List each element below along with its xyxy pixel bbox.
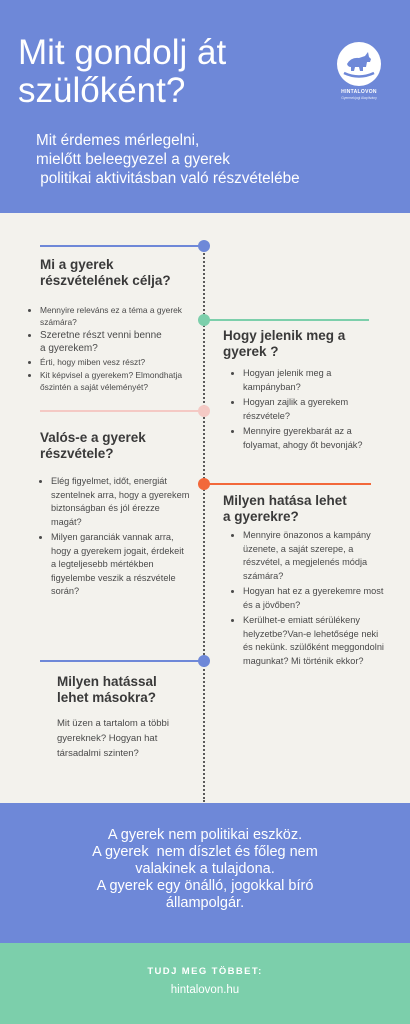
closing-line: állampolgár. <box>165 895 245 911</box>
section-list <box>41 475 191 601</box>
rocking-horse-icon[interactable] <box>337 42 381 86</box>
section-title <box>40 257 171 289</box>
section-list <box>233 529 388 670</box>
timeline-connector <box>40 245 205 247</box>
list-item: • Szeretne részt venni benne a gyerekem? <box>40 329 190 355</box>
timeline-connector <box>203 483 371 485</box>
section-title-line: Mi a gyerek <box>40 257 114 272</box>
list-item: • Hogyan zajlik a gyerekem részvétele? <box>243 396 378 423</box>
subtitle-line: politikai aktivitásban való részvételébe <box>36 170 300 187</box>
section-paragraph: Mit üzen a tartalom a többi gyereknek? Hogyan hat társadalmi szinten? <box>57 718 169 759</box>
timeline-node <box>198 240 210 252</box>
section-title-line: Milyen hatással <box>57 674 157 689</box>
closing-line: A gyerek nem díszlet és főleg nem <box>92 844 318 860</box>
page-title <box>18 34 328 110</box>
section-title-line: a gyerekre? <box>223 509 299 524</box>
list-item: • Kerülhet-e emiatt sérülékeny helyzetbe?Van-e lehetősége neki és nekünk. szülőként meggondolni magunkat? Mi történik ekkor? <box>243 614 388 668</box>
list-item: • Hogyan hat ez a gyerekemre most és a jövőben? <box>243 585 388 612</box>
timeline-connector <box>40 410 205 412</box>
section-title-line: részvételének célja? <box>40 273 171 288</box>
list-item: • Érti, hogy miben vesz részt? <box>40 356 190 368</box>
section-title-line: lehet másokra? <box>57 690 157 705</box>
list-item: • Milyen garanciák vannak arra, hogy a gyerekem jogait, érdekeit a legteljesebb mértékben figyelembe veszik a részvétele során? <box>51 531 191 599</box>
website-link[interactable]: hintalovon.hu <box>170 984 240 996</box>
list-item: • Mennyire releváns ez a téma a gyerek számára? <box>40 304 190 328</box>
section-title-line: gyerek ? <box>223 344 279 359</box>
section-title-line: Valós-e a gyerek <box>40 430 146 445</box>
section-title-line: Hogy jelenik meg a <box>223 328 346 343</box>
section-title <box>223 328 345 360</box>
section-title <box>40 430 146 462</box>
section-title <box>223 493 347 525</box>
subtitle <box>36 131 406 188</box>
closing-line: A gyerek nem politikai eszköz. <box>107 827 303 843</box>
section-title-line: Milyen hatása lehet <box>223 493 347 508</box>
list-item: • Kit képvisel a gyerekem? Elmondhatja őszintén a saját véleményét? <box>40 369 190 393</box>
logo-name: HINTALOVON <box>341 89 377 95</box>
section-list <box>233 367 378 454</box>
timeline-node <box>198 314 210 326</box>
list-item: • Elég figyelmet, időt, energiát szentelnek arra, hogy a gyerekem biztonságban és jól érezze magát? <box>51 475 191 529</box>
timeline-dotted-line <box>203 246 205 802</box>
subtitle-line: Mit érdemes mérlegelni, <box>36 132 200 149</box>
timeline-node <box>198 478 210 490</box>
list-item: • Mennyire önazonos a kampány üzenete, a saját szerepe, a részvétel, a megjelenés módja számára? <box>243 529 388 583</box>
footer-label: TUDJ MEG TÖBBET: <box>147 966 263 977</box>
section-list <box>30 304 190 394</box>
section-title <box>57 674 157 706</box>
closing-statement <box>0 827 410 912</box>
timeline-node <box>198 655 210 667</box>
section-title-line: részvétele? <box>40 446 114 461</box>
closing-line: A gyerek egy önálló, jogokkal bíró <box>96 878 314 894</box>
timeline-connector <box>40 660 205 662</box>
logo-tagline: Gyermekjogi Alapítvány <box>341 96 377 100</box>
title-line: Mit gondolj át <box>18 33 227 72</box>
list-item: • Mennyire gyerekbarát az a folyamat, ahogy őt bevonják? <box>243 425 378 452</box>
timeline-connector <box>203 319 369 321</box>
closing-line: valakinek a tulajdona. <box>135 861 275 877</box>
subtitle-line: mielőtt beleegyezel a gyerek <box>36 151 230 168</box>
title-line: szülőként? <box>18 71 186 110</box>
list-item: • Hogyan jelenik meg a kampányban? <box>243 367 378 394</box>
timeline-node <box>198 405 210 417</box>
